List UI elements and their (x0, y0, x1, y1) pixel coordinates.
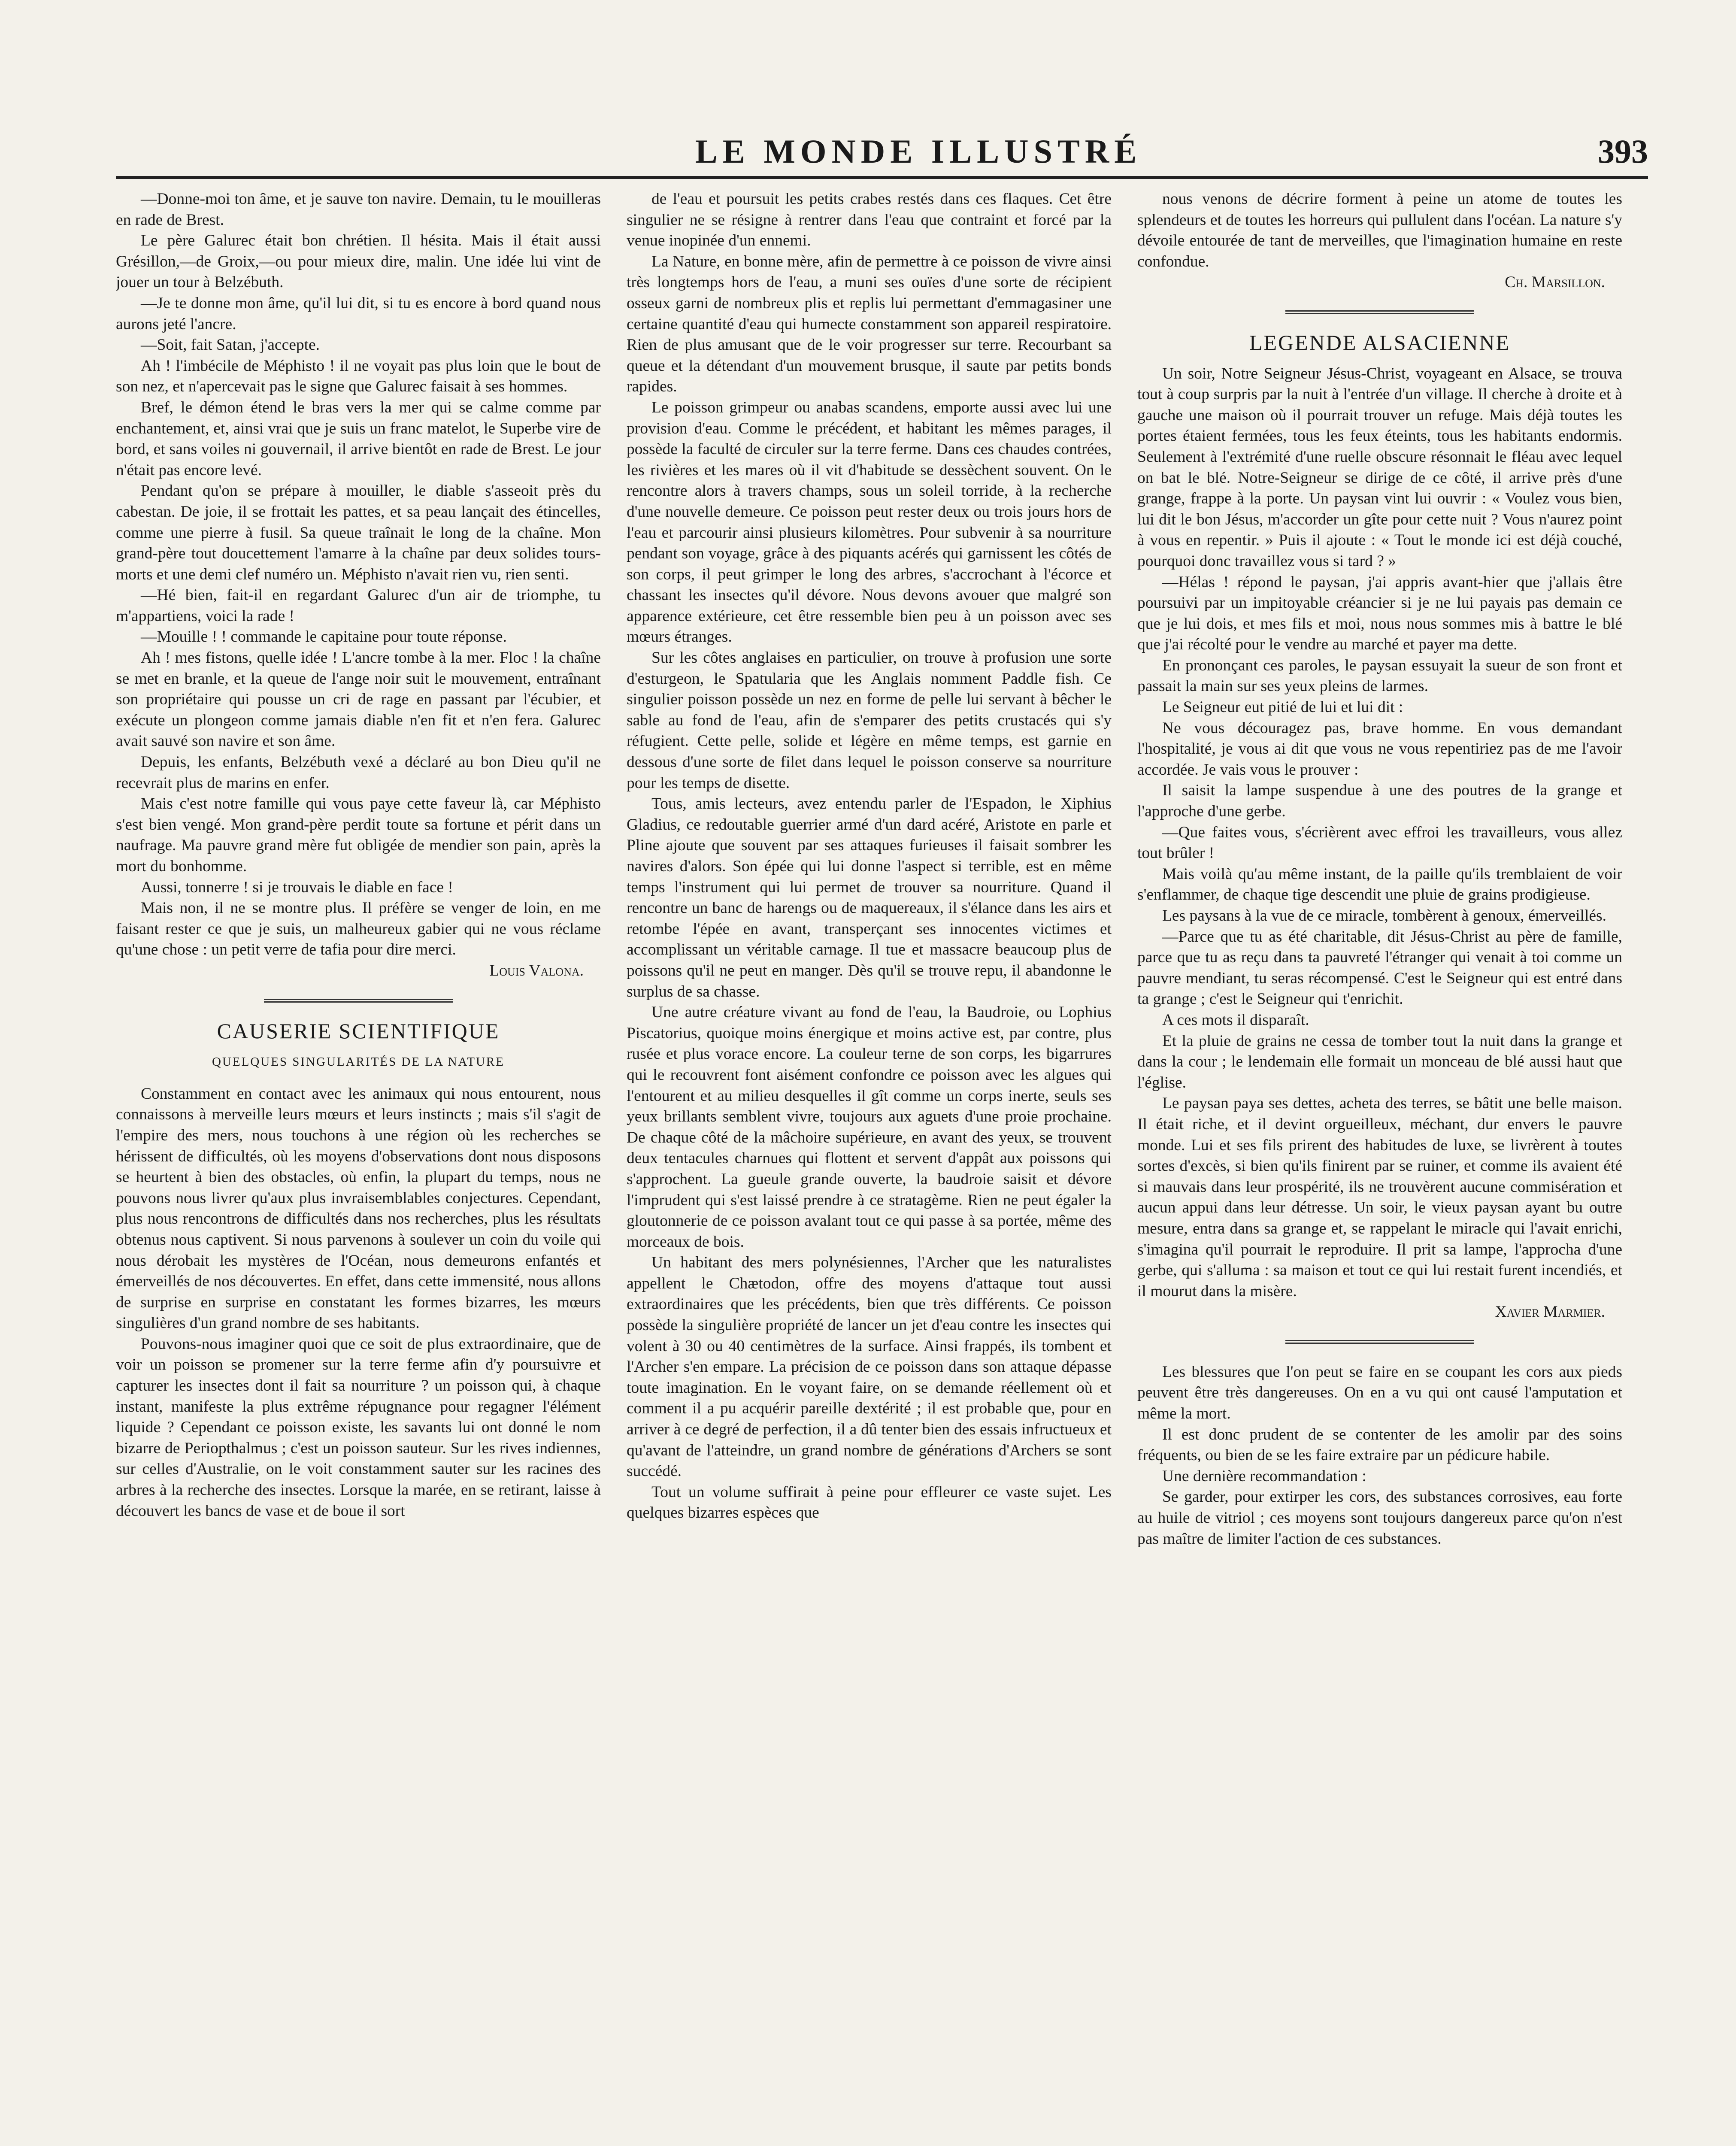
masthead: LE MONDE ILLUSTRÉ (695, 133, 1142, 170)
paragraph: Bref, le démon étend le bras vers la mer qui se calme comme par enchantement, et, ainsi vrai que je suis un franc matelot, le Superbe vire de bord, et sans voiles ni gouvernail, il arrive bientôt en rade de Brest. Le jour n'était pas encore levé. (116, 398, 601, 479)
paragraph: —Parce que tu as été charitable, dit Jésus-Christ au père de famille, parce que tu as reçu dans ta pauvreté l'étranger qui venait à toi comme un pauvre mendiant, tu seras récompensé. C'est le Seigneur qui est entré dans ta grange ; c'est le Seigneur qui t'enrichit. (1137, 928, 1622, 1008)
signature-marmier: Xavier Marmier. (1495, 1303, 1605, 1321)
paragraph: —Donne-moi ton âme, et je sauve ton navire. Demain, tu le mouilleras en rade de Brest. (116, 190, 601, 229)
separator-rule (1285, 1340, 1474, 1346)
column-3 (1137, 189, 1622, 2146)
separator-rule (1285, 310, 1474, 317)
article-causerie-end (1137, 189, 1622, 272)
paragraph: En prononçant ces paroles, le paysan essuyait la sueur de son front et passait la main sur ses yeux pleins de larmes. (1137, 656, 1622, 695)
signature-marsillon: Ch. Marsillon. (1505, 273, 1605, 291)
paragraph: Ah ! l'imbécile de Méphisto ! il ne voyait pas plus loin que le bout de son nez, et n'apercevait pas le signe que Galurec faisait à ses hommes. (116, 357, 601, 396)
paragraph: Un habitant des mers polynésiennes, l'Archer que les naturalistes appellent le Chætodon, offre des moyens d'attaque tout aussi extraordinaires que les précédents, bien que très différents. Ce poisson possède la singulière propriété de lancer un jet d'eau contre les insectes qui volent à 30 ou 40 centimètres de la surface. Ainsi frappés, ils tombent et l'Archer s'en empare. La précision de ce poisson dans son attaque dépasse toute imagination. En le voyant faire, on se demande réellement où et comment il a pu acquérir pareille dextérité ; il est probable que, pour en arriver à ce degré de perfection, il a dû tenter bien des essais infructueux et qu'avant de l'atteindre, un grand nombre de générations d'Archers se sont succédé. (627, 1254, 1112, 1480)
section-title-legende: LEGENDE ALSACIENNE (1249, 330, 1511, 355)
paragraph: Mais c'est notre famille qui vous paye cette faveur là, car Méphisto s'est bien vengé. Mon grand-père perdit toute sa fortune et périt dans un naufrage. Ma pauvre grand mère fut obligée de mendier son pain, après la mort du bonhomme. (116, 795, 601, 875)
paragraph: de l'eau et poursuit les petits crabes restés dans ces flaques. Cet être singulier ne se résigne à rentrer dans l'eau que contraint et forcé par la venue inopinée d'un ennemi. (627, 190, 1112, 250)
paragraph: Depuis, les enfants, Belzébuth vexé a déclaré au bon Dieu qu'il ne recevrait plus de marins en enfer. (116, 753, 601, 792)
paragraph: —Mouille ! ! commande le capitaine pour toute réponse. (141, 628, 507, 646)
paragraph: nous venons de décrire forment à peine un atome de toutes les splendeurs et de toutes les horreurs qui pullulent dans l'océan. La nature s'y dévoile entourée de tant de merveilles, que l'imagination humaine en reste confondue. (1137, 190, 1622, 270)
paragraph: Un soir, Notre Seigneur Jésus-Christ, voyageant en Alsace, se trouva tout à coup surpris par la nuit à l'entrée d'un village. Il cherche à droite et à gauche une maison où il pourrait trouver un refuge. Mais déjà toutes les portes étaient fermées, tous les feux éteints, tous les habitants endormis. Seulement à l'extrémité d'une ruelle obscure résonnait le fléau avec lequel on bat le blé. Notre-Seigneur se dirige de ce côté, il arrive près d'une grange, frappe à la porte. Un paysan vint lui ouvrir : « Voulez vous bien, lui dit le bon Jésus, m'accorder un gîte pour cette nuit ? Vous n'aurez point à vous en repentir. » Puis il ajoute : « Tout le monde ici est déjà couché, pourquoi donc travaillez vous si tard ? » (1137, 364, 1622, 570)
paragraph: Pendant qu'on se prépare à mouiller, le diable s'asseoit près du cabestan. De joie, il se frottait les pattes, et sa peau lançait des étincelles, comme une pierre à fusil. Sa queue traînait le long de la chaîne. Mon grand-père tout doucettement l'amarre à la chaîne par deux solides tours-morts et une demi clef numéro un. Méphisto n'avait rien vu, rien senti. (116, 482, 601, 583)
paragraph: Ne vous découragez pas, brave homme. En vous demandant l'hospitalité, je vous ai dit que vous ne vous repentiriez pas de me l'avoir accordée. Je vais vous le prouver : (1137, 719, 1622, 779)
paragraph: Tout un volume suffirait à peine pour effleurer ce vaste sujet. Les quelques bizarres espèces que (627, 1483, 1112, 1522)
column-2 (627, 189, 1112, 2146)
paragraph: Constamment en contact avec les animaux qui nous entourent, nous connaissons à merveille leurs mœurs et leurs instincts ; mais s'il s'agit de l'empire des mers, nous touchons à une région où les recherches se hérissent de difficultés, où les moyens d'observations dont nous disposons se heurtent à bien des obstacles, où enfin, la plupart du temps, nous ne pouvons nous livrer qu'aux plus invraisemblables conjectures. Cependant, plus nous rencontrons de difficultés dans nos recherches, plus les résultats obtenus nous captivent. Si nous parvenons à soulever un coin du voile qui nous dérobait les mystères de l'Océan, nous demeurons enfantés et émerveillés de nos découvertes. En effet, dans cette immensité, nous allons de surprise en surprise en constatant les formes bizarres, les mœurs singulières d'un grand nombre de ses habitants. (116, 1085, 601, 1332)
paragraph: Le paysan paya ses dettes, acheta des terres, se bâtit une belle maison. Il était riche, et il devint orgueilleux, méchant, dur envers le pauvre monde. Lui et ses fils prirent des habitudes de luxe, se livrèrent à toutes sortes d'excès, si bien qu'ils finirent par se ruiner, et comme ils avaient été si mauvais dans leur prospérité, ils ne trouvèrent aucune commisération et aucun appui dans leur détresse. Un soir, le vieux paysan ayant bu outre mesure, entra dans sa grange et, se rappelant le miracle qui l'avait enrichi, s'imagina qu'il pourrait le reproduire. Il prit sa lampe, l'approcha d'une gerbe, qui s'alluma : sa maison et tout ce qui lui restait furent incendiés, et il mourut dans la misère. (1137, 1094, 1622, 1300)
section-title-causerie: CAUSERIE SCIENTIFIQUE (217, 1018, 500, 1043)
article-causerie (116, 1084, 601, 1522)
paragraph: Il saisit la lampe suspendue à une des poutres de la grange et l'approche d'une gerbe. (1137, 782, 1622, 821)
paragraph: Mais voilà qu'au même instant, de la paille qu'ils tremblaient de voir s'enflammer, de chaque tige descendit une pluie de grains prodigieuse. (1137, 865, 1622, 904)
paragraph: Pouvons-nous imaginer quoi que ce soit de plus extraordinaire, que de voir un poisson se promener sur la terre ferme afin d'y poursuivre et capturer les insectes dont il fait sa nourriture ? un poisson qui, à chaque instant, manifeste la plus extrême répugnance pour regagner l'élément liquide ? Cependant ce poisson existe, les savants lui ont donné le nom bizarre de Periopthalmus ; c'est un poisson sauteur. Sur les rives indiennes, sur celles d'Australie, on le voit constamment sauter sur les racines des arbres à la recherche des insectes. Lorsque la marée, en se retirant, laisse à découvert les bancs de vase et de boue il sort (116, 1335, 601, 1520)
paragraph: Une dernière recommandation : (1162, 1467, 1366, 1485)
paragraph: Les paysans à la vue de ce miracle, tombèrent à genoux, émerveillés. (1162, 907, 1606, 924)
paragraph: Aussi, tonnerre ! si je trouvais le diable en face ! (141, 878, 453, 896)
header-rule (116, 176, 1648, 179)
paragraph: Se garder, pour extirper les cors, des substances corrosives, eau forte au huile de vitriol ; ces moyens sont toujours dangereux parce qu'on n'est pas maître de limiter l'action de ces substances. (1137, 1488, 1622, 1548)
paragraph: La Nature, en bonne mère, afin de permettre à ce poisson de vivre ainsi très longtemps hors de l'eau, a muni ses ouïes d'une sorte de récipient osseux garni de nombreux plis et replis lui permettant d'emmagasiner une certaine quantité d'eau qui humecte constamment son appareil respiratoire. Rien de plus amusant que de le voir progresser sur terre. Recourbant sa queue et la détendant d'un mouvement brusque, il saute par petits bonds rapides. (627, 252, 1112, 396)
separator-rule (264, 999, 453, 1005)
page-number: 393 (1598, 133, 1648, 170)
paragraph: Et la pluie de grains ne cessa de tomber tout la nuit dans la grange et dans la cour ; le lendemain elle formait un monceau de blé aussi haut que l'église. (1137, 1032, 1622, 1091)
section-subtitle: QUELQUES SINGULARITÉS DE LA NATURE (212, 1055, 505, 1069)
paragraph: —Je te donne mon âme, qu'il lui dit, si tu es encore à bord quand nous aurons jeté l'ancre. (116, 294, 601, 333)
paragraph: Une autre créature vivant au fond de l'eau, la Baudroie, ou Lophius Piscatorius, quoique moins énergique et moins active est, par contre, plus rusée et plus vorace encore. La couleur terne de son corps, les bigarrures qui le recouvrent font aisément confondre ce poisson avec les algues qui l'entourent et au milieu desquelles il gît comme un corps inerte, seuls ses yeux brillants semblent vivre, toujours aux aguets d'une proie prochaine. De chaque côté de la mâchoire supérieure, en avant des yeux, se trouvent deux tentacules charnues qui flottent et servent d'appât aux poissons qui s'approchent. La gueule grande ouverte, la baudroie saisit et dévore l'imprudent qui s'est laissé prendre à ce stratagème. Rien ne peut égaler la gloutonnerie de ce poisson avalant tout ce qui passe à sa portée, même des morceaux de bois. (627, 1003, 1112, 1251)
page-header (189, 129, 1648, 180)
paragraph: Le père Galurec était bon chrétien. Il hésita. Mais il était aussi Grésillon,—de Groix,—ou pour mieux dire, malin. Une idée lui vint de jouer un tour à Belzébuth. (116, 232, 601, 291)
column-1 (116, 189, 601, 2146)
paragraph: Le Seigneur eut pitié de lui et lui dit : (1162, 698, 1403, 716)
paragraph: Le poisson grimpeur ou anabas scandens, emporte aussi avec lui une provision d'eau. Comme le précédent, et habitant les mêmes parages, il possède la faculté de circuler sur la terre ferme. Dans ces chaudes contrées, les rivières et les mares où il vit d'habitude se dessèchent souvent. On le rencontre alors à travers champs, sous un soleil torride, à la recherche d'une nouvelle demeure. Ce poisson peut rester deux ou trois jours hors de l'eau et parcourir ainsi plusieurs kilomètres. Pour subvenir à sa nourriture pendant son voyage, grâce à des piquants acérés qui garnissent les côtés de son corps, il peut grimper le long des arbres, s'accrochant à l'écorce et chassant les insectes qu'il dévore. Nous devons avouer que malgré son apparence extérieure, cet être ressemble bien peu à un poisson avec ses mœurs étranges. (627, 398, 1112, 646)
story-ending (116, 189, 601, 961)
paragraph: Mais non, il ne se montre plus. Il préfère se venger de loin, en me faisant rester ce que je suis, un malheureux gabier qui ne vous réclame qu'une chose : un petit verre de tafia pour dire merci. (116, 899, 601, 959)
paragraph: —Soit, fait Satan, j'accepte. (141, 336, 320, 354)
signature-valona: Louis Valona. (489, 961, 584, 979)
paragraph: Ah ! mes fistons, quelle idée ! L'ancre tombe à la mer. Floc ! la chaîne se met en branle, et la queue de l'ange noir suit le mouvement, entraînant son propriétaire qui pousse un cri de rage en passant par l'écubier, et exécute un plongeon comme jamais diable n'en fit et n'en fera. Galurec avait sauvé son navire et son âme. (116, 649, 601, 750)
paragraph: Sur les côtes anglaises en particulier, on trouve à profusion une sorte d'esturgeon, le Spatularia que les Anglais nomment Paddle fish. Ce singulier poisson possède un nez en forme de pelle lui servant à bêcher le sable au fond de l'eau, afin de s'emparer des petits crustacés qui s'y réfugient. Cette pelle, solide et légère en même temps, est garnie en dessous d'une sorte de filet dans lequel le poisson conserve sa nourriture pour les temps de disette. (627, 649, 1112, 792)
article-cors (1137, 1362, 1622, 1549)
article-legende (1137, 364, 1622, 1302)
paragraph: Tous, amis lecteurs, avez entendu parler de l'Espadon, le Xiphius Gladius, ce redoutable guerrier armé d'un dard acéré, Aristote en parle et Pline ajoute que souvent par ses attaques furieuses il faisait sombrer les navires d'alors. Son épée qui lui donne l'aspect si terrible, est en même temps l'instrument qui lui permet de trouver sa nourriture. Quand il rencontre un banc de harengs ou de maquereaux, il s'élance dans les airs et retombe l'épée en avant, transperçant ses innocentes victimes et accomplissant un véritable carnage. Il tue et massacre beaucoup plus de poissons qu'il ne peut en manger. Dès qu'il se trouve repu, il abandonne le surplus de sa chasse. (627, 795, 1112, 1000)
paragraph: Il est donc prudent de se contenter de les amolir par des soins fréquents, ou bien de se les faire extraire par un pédicure habile. (1137, 1425, 1622, 1464)
paragraph: A ces mots il disparaît. (1162, 1011, 1309, 1029)
paragraph: —Hélas ! répond le paysan, j'ai appris avant-hier que j'allais être poursuivi par un impitoyable créancier si je ne lui payais pas demain ce que je lui dois, et mes fils et moi, nous nous sommes mis à battre le blé que j'ai récolté pour le vendre au marché et payer ma dette. (1137, 573, 1622, 654)
paragraph: Les blessures que l'on peut se faire en se coupant les cors aux pieds peuvent être très dangereuses. On en a vu qui ont causé l'amputation et même la mort. (1137, 1363, 1622, 1423)
paragraph: —Que faites vous, s'écrièrent avec effroi les travailleurs, vous allez tout brûler ! (1137, 823, 1622, 862)
paragraph: —Hé bien, fait-il en regardant Galurec d'un air de triomphe, tu m'appartiens, voici la rade ! (116, 586, 601, 625)
article-causerie-continued (627, 189, 1112, 1524)
